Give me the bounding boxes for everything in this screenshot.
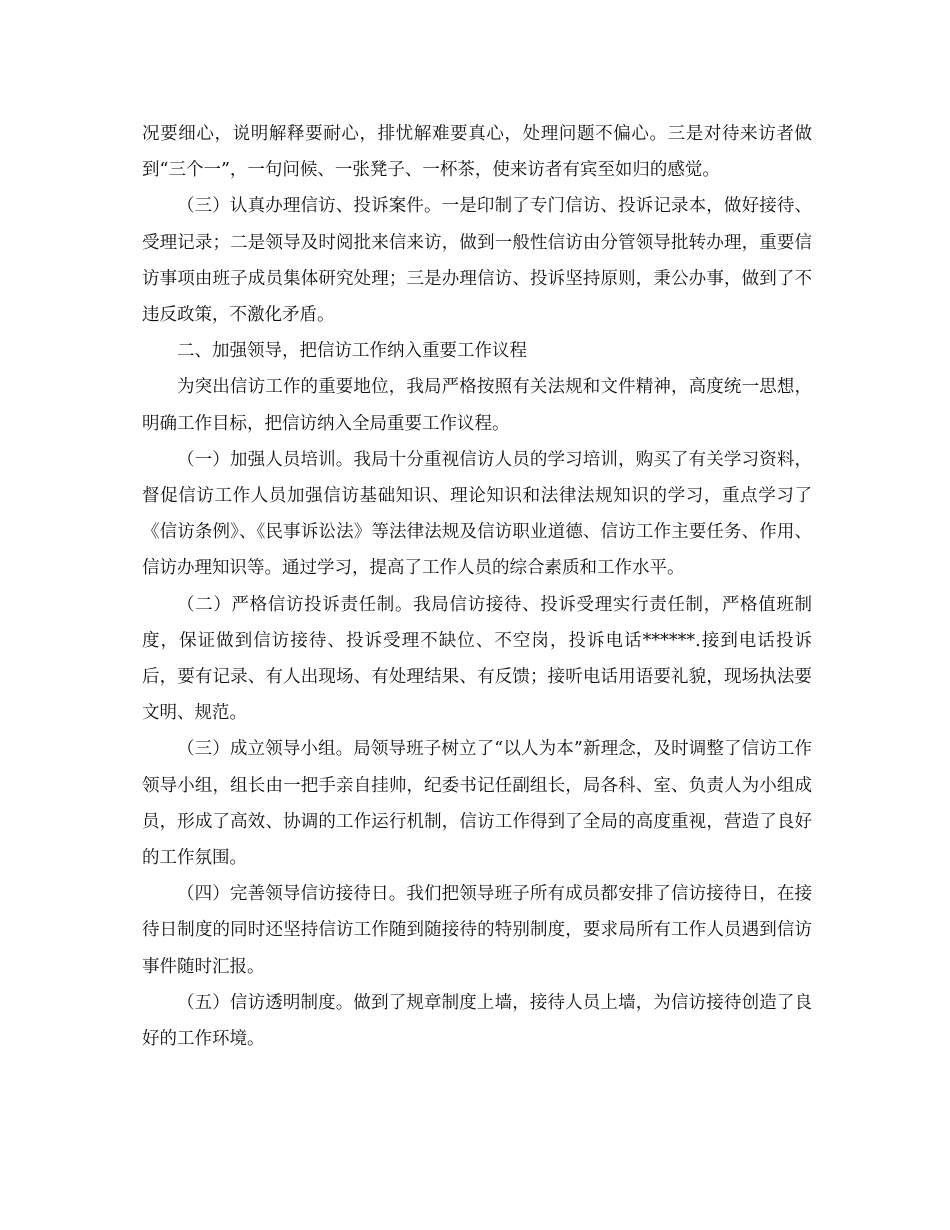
paragraph-reception-day: （四）完善领导信访接待日。我们把领导班子所有成员都安排了信访接待日，在接待日制度的同时还坚持信访工作随到随接待的特别制度，要求局所有工作人员遇到信访事件随时汇报。 [142,884,812,977]
paragraph-continued: 况要细心，说明解释要耐心，排忧解难要真心，处理问题不偏心。三是对待来访者做到“三个一”，一句问候、一张凳子、一杯茶，使来访者有宾至如归的感觉。 [142,124,812,181]
paragraph-responsibility-system: （二）严格信访投诉责任制。我局信访接待、投诉受理实行责任制，严格值班制度，保证做到信访接待、投诉受理不缺位、不空岗，投诉电话******.接到电话投诉后，要有记录、有人出现场、有处理结果、有反馈；接听电话用语要礼貌，现场执法要文明、规范。 [142,594,812,724]
paragraph-section-intro: 为突出信访工作的重要地位，我局严格按照有关法规和文件精神，高度统一思想，明确工作目标，把信访纳入全局重要工作议程。 [142,377,812,434]
paragraph-case-handling: （三）认真办理信访、投诉案件。一是印制了专门信访、投诉记录本，做好接待、受理记录；二是领导及时阅批来信来访，做到一般性信访由分管领导批转办理，重要信访事项由班子成员集体研究处理；三是办理信访、投诉坚持原则，秉公办事，做到了不违反政策，不激化矛盾。 [142,196,812,326]
paragraph-transparency: （五）信访透明制度。做到了规章制度上墙，接待人员上墙，为信访接待创造了良好的工作环境。 [142,992,812,1050]
section-heading-two: 二、加强领导，把信访工作纳入重要工作议程 [177,341,527,362]
paragraph-staff-training: （一）加强人员培训。我局十分重视信访人员的学习培训，购买了有关学习资料，督促信访工作人员加强信访基础知识、理论知识和法律法规知识的学习，重点学习了《信访条例》、《民事诉讼法》等法律法规及信访职业道德、信访工作主要任务、作用、信访办理知识等。通过学习，提高了工作人员的综合素质和工作水平。 [142,449,812,579]
document-body [142,116,812,1057]
paragraph-leading-group: （三）成立领导小组。局领导班子树立了“以人为本”新理念，及时调整了信访工作领导小组，组长由一把手亲自挂帅，纪委书记任副组长，局各科、室、负责人为小组成员，形成了高效、协调的工作运行机制，信访工作得到了全局的高度重视，营造了良好的工作氛围。 [142,739,812,869]
